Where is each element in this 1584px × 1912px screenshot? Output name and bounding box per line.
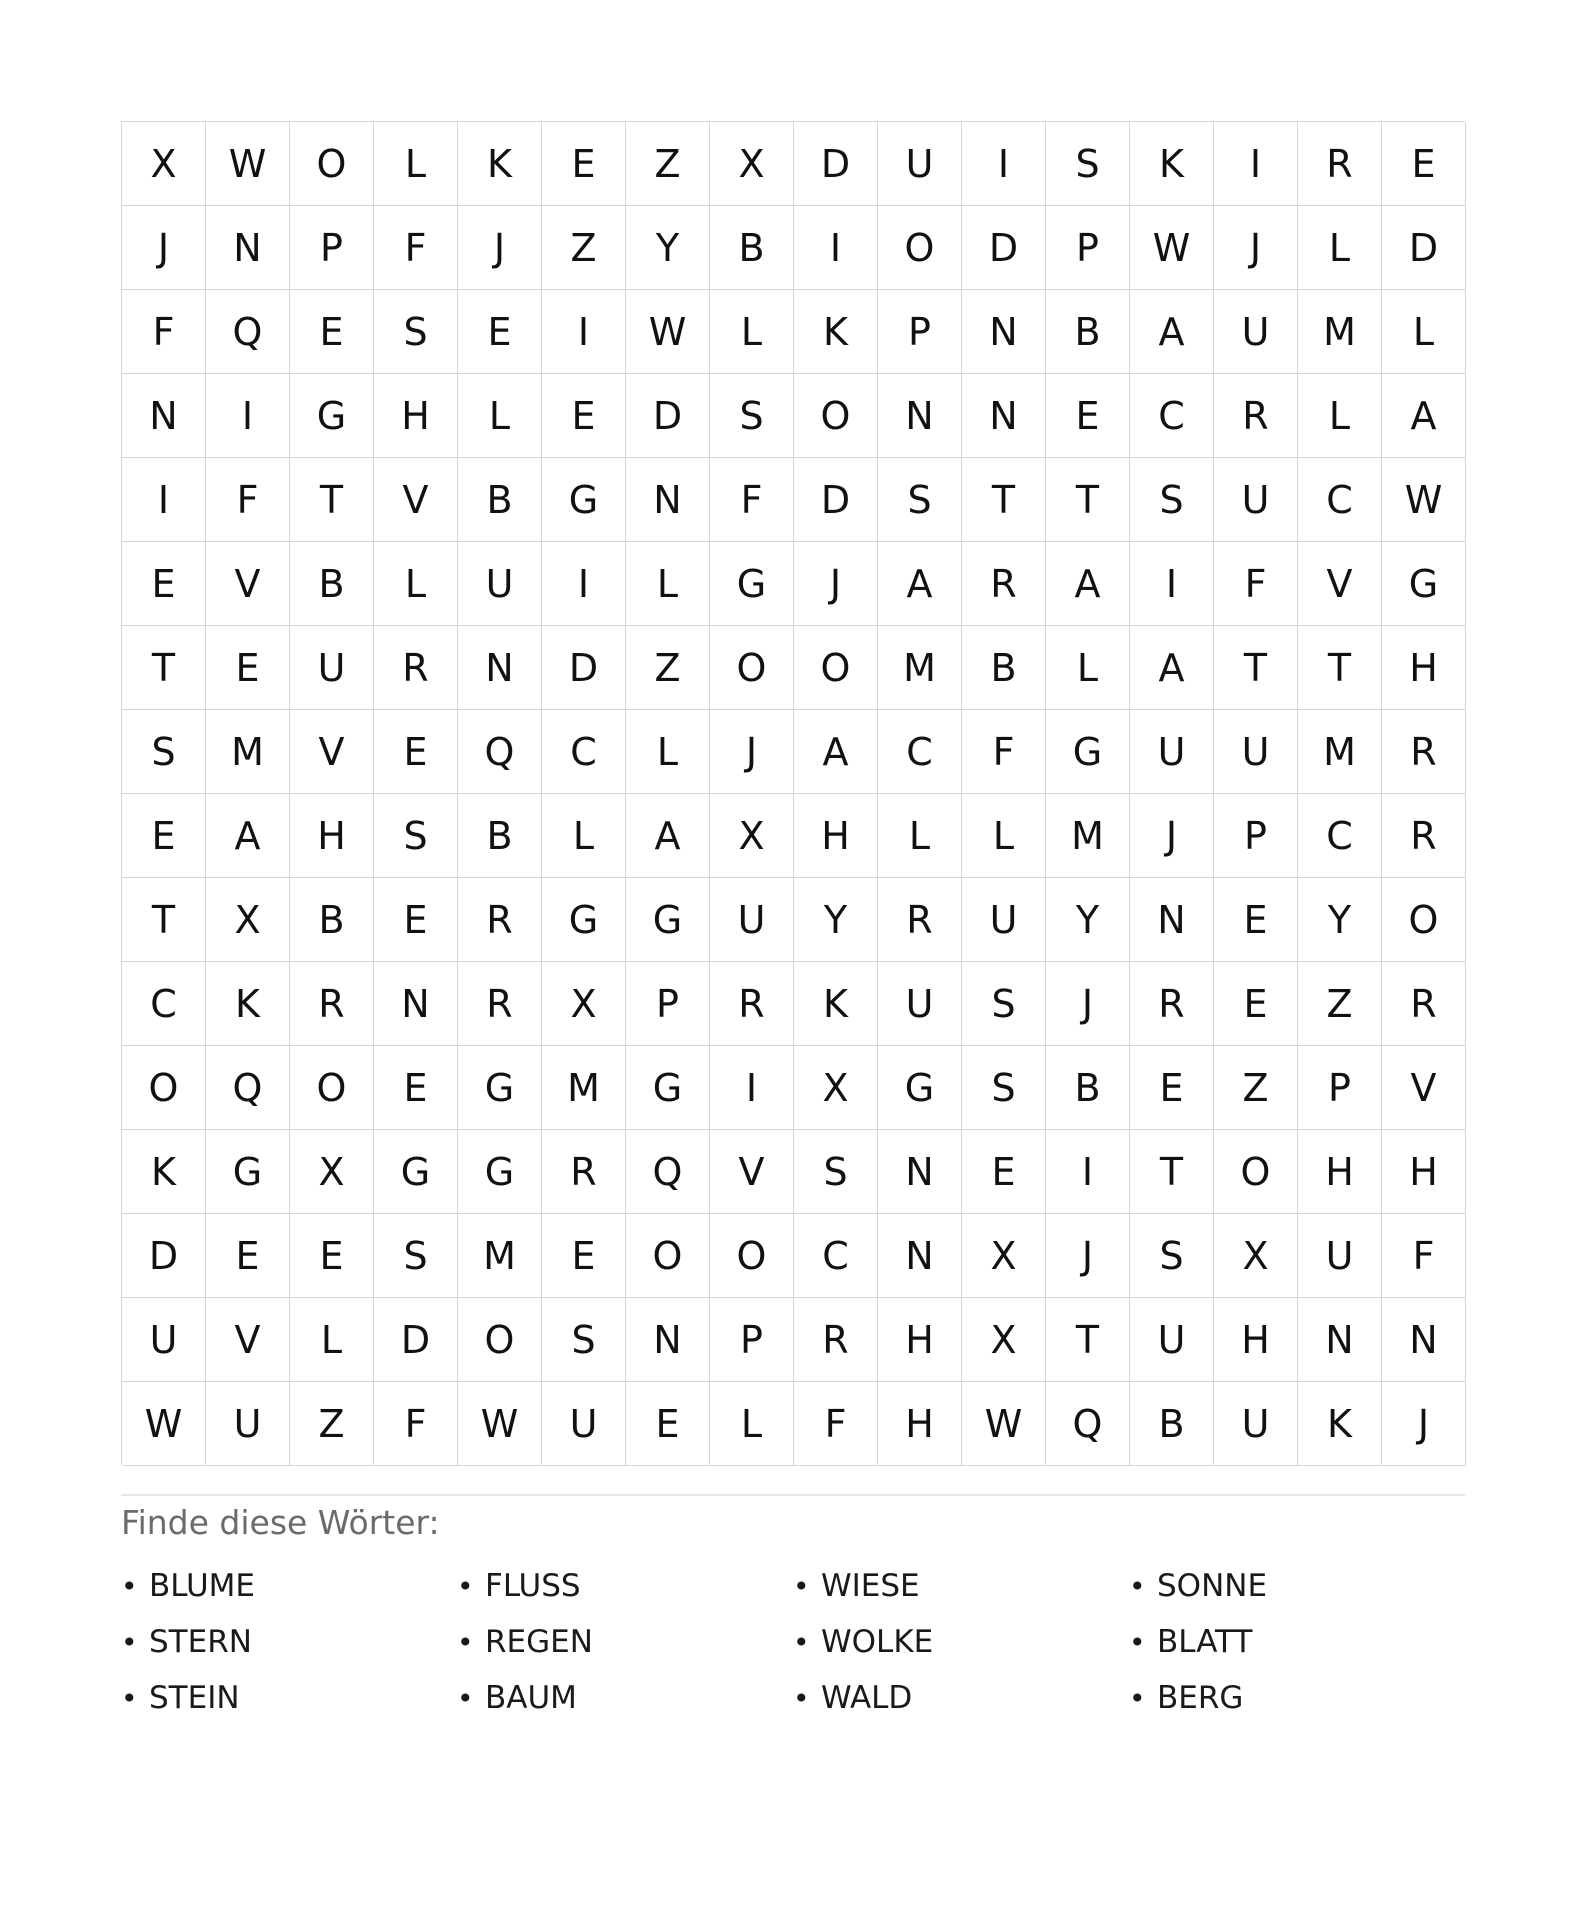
grid-cell[interactable]: X [290,1130,374,1214]
grid-cell[interactable]: E [458,290,542,374]
grid-cell[interactable]: V [710,1130,794,1214]
grid-cell[interactable]: I [122,458,206,542]
bullet-icon: • [121,1625,138,1659]
grid-cell[interactable]: I [962,122,1046,206]
grid-cell[interactable]: D [794,122,878,206]
grid-cell[interactable]: G [878,1046,962,1130]
grid-cell[interactable]: F [962,710,1046,794]
grid-cell[interactable]: O [122,1046,206,1130]
grid-cell[interactable]: Y [1046,878,1130,962]
grid-cell[interactable]: O [794,626,878,710]
grid-cell[interactable]: Y [794,878,878,962]
grid-cell[interactable]: E [374,878,458,962]
grid-cell[interactable]: U [710,878,794,962]
grid-cell[interactable]: O [290,122,374,206]
grid-cell[interactable]: E [1214,878,1298,962]
grid-cell[interactable]: B [458,458,542,542]
grid-cell[interactable]: M [542,1046,626,1130]
grid-cell[interactable]: U [542,1382,626,1466]
grid-cell[interactable]: I [1214,122,1298,206]
bullet-icon: • [457,1681,474,1715]
grid-cell[interactable]: A [878,542,962,626]
grid-cell[interactable]: N [962,290,1046,374]
grid-cell[interactable]: K [1298,1382,1382,1466]
grid-cell[interactable]: N [878,374,962,458]
grid-cell[interactable]: T [962,458,1046,542]
word-label: BLUME [149,1568,256,1604]
grid-cell[interactable]: K [1130,122,1214,206]
grid-cell[interactable]: B [1046,1046,1130,1130]
grid-cell[interactable]: E [1382,122,1466,206]
grid-cell[interactable]: U [962,878,1046,962]
grid-cell[interactable]: S [374,1214,458,1298]
bullet-icon: • [793,1681,810,1715]
grid-cell[interactable]: I [1130,542,1214,626]
grid-cell[interactable]: W [122,1382,206,1466]
grid-cell[interactable]: Z [290,1382,374,1466]
grid-cell[interactable]: R [710,962,794,1046]
grid-cell[interactable]: N [1130,878,1214,962]
grid-cell[interactable]: W [1382,458,1466,542]
grid-cell[interactable]: C [1298,794,1382,878]
grid-cell[interactable]: S [878,458,962,542]
grid-cell[interactable]: W [962,1382,1046,1466]
grid-cell[interactable]: D [122,1214,206,1298]
grid-cell[interactable]: B [1046,290,1130,374]
grid-cell[interactable]: A [1130,290,1214,374]
bullet-icon: • [1129,1681,1146,1715]
grid-cell[interactable]: E [290,290,374,374]
letter-grid [121,121,1465,1465]
grid-cell[interactable]: G [1046,710,1130,794]
grid-cell[interactable]: N [1298,1298,1382,1382]
word-list-item [121,1618,457,1666]
grid-cell[interactable]: O [626,1214,710,1298]
grid-cell[interactable]: T [1046,458,1130,542]
grid-cell[interactable]: C [122,962,206,1046]
grid-cell[interactable]: U [458,542,542,626]
grid-cell[interactable]: E [542,122,626,206]
grid-cell[interactable]: I [1046,1130,1130,1214]
grid-cell[interactable]: I [710,1046,794,1130]
grid-cell[interactable]: U [1214,458,1298,542]
grid-cell[interactable]: U [1130,1298,1214,1382]
grid-cell[interactable]: X [1214,1214,1298,1298]
grid-cell[interactable]: M [1046,794,1130,878]
grid-cell[interactable]: C [1130,374,1214,458]
grid-cell[interactable]: L [290,1298,374,1382]
grid-cell[interactable]: G [290,374,374,458]
grid-cell[interactable]: K [794,962,878,1046]
grid-cell[interactable]: V [374,458,458,542]
grid-cell[interactable]: H [1382,1130,1466,1214]
bullet-icon: • [1129,1569,1146,1603]
grid-cell[interactable]: Q [206,1046,290,1130]
grid-cell[interactable]: E [122,794,206,878]
grid-cell[interactable]: P [710,1298,794,1382]
grid-cell[interactable]: L [1298,374,1382,458]
grid-cell[interactable]: I [542,290,626,374]
grid-cell[interactable]: P [878,290,962,374]
grid-cell[interactable]: C [794,1214,878,1298]
grid-cell[interactable]: K [458,122,542,206]
grid-cell[interactable]: F [1214,542,1298,626]
word-list-item [1129,1674,1465,1722]
grid-cell[interactable]: V [206,1298,290,1382]
grid-cell[interactable]: J [794,542,878,626]
grid-cell[interactable]: R [1382,710,1466,794]
grid-cell[interactable]: Z [626,626,710,710]
grid-cell[interactable]: L [1298,206,1382,290]
grid-cell[interactable]: R [374,626,458,710]
grid-cell[interactable]: R [1382,794,1466,878]
grid-cell[interactable]: L [626,710,710,794]
grid-cell[interactable]: D [962,206,1046,290]
grid-cell[interactable]: Z [542,206,626,290]
grid-cell[interactable]: G [374,1130,458,1214]
grid-cell[interactable]: P [1046,206,1130,290]
grid-cell[interactable]: N [206,206,290,290]
grid-cell[interactable]: E [962,1130,1046,1214]
grid-cell[interactable]: J [122,206,206,290]
grid-cell[interactable]: H [1214,1298,1298,1382]
grid-cell[interactable]: L [710,290,794,374]
grid-cell[interactable]: W [626,290,710,374]
grid-cell[interactable]: G [542,878,626,962]
grid-cell[interactable]: D [374,1298,458,1382]
grid-cell[interactable]: A [794,710,878,794]
word-list-item [457,1562,793,1610]
grid-cell[interactable]: L [878,794,962,878]
word-label: WALD [821,1680,913,1716]
word-list-item [793,1674,1129,1722]
grid-cell[interactable]: R [1214,374,1298,458]
grid-cell[interactable]: L [374,122,458,206]
grid-cell[interactable]: N [1382,1298,1466,1382]
grid-cell[interactable]: L [1382,290,1466,374]
grid-cell[interactable]: J [1382,1382,1466,1466]
grid-cell[interactable]: S [374,794,458,878]
grid-cell[interactable]: N [878,1214,962,1298]
grid-cell[interactable]: S [794,1130,878,1214]
divider [121,1494,1465,1496]
grid-cell[interactable]: I [542,542,626,626]
word-list-heading: Finde diese Wörter: [121,1503,440,1542]
grid-cell[interactable]: G [1382,542,1466,626]
word-label: FLUSS [485,1568,581,1604]
grid-cell[interactable]: U [878,122,962,206]
word-label: WOLKE [821,1624,934,1660]
grid-cell[interactable]: E [626,1382,710,1466]
word-label: STEIN [149,1680,240,1716]
grid-cell[interactable]: X [962,1214,1046,1298]
grid-cell[interactable]: U [878,962,962,1046]
grid-cell[interactable]: S [710,374,794,458]
grid-cell[interactable]: J [1130,794,1214,878]
grid-cell[interactable]: O [710,1214,794,1298]
grid-cell[interactable]: H [794,794,878,878]
grid-cell[interactable]: C [878,710,962,794]
grid-cell[interactable]: V [1298,542,1382,626]
grid-cell[interactable]: S [1046,122,1130,206]
word-label: BERG [1157,1680,1244,1716]
grid-cell[interactable]: T [290,458,374,542]
bullet-icon: • [121,1681,138,1715]
grid-cell[interactable]: U [1298,1214,1382,1298]
grid-cell[interactable]: B [458,794,542,878]
grid-cell[interactable]: J [458,206,542,290]
word-list-item [121,1562,457,1610]
word-label: REGEN [485,1624,593,1660]
bullet-icon: • [793,1569,810,1603]
grid-cell[interactable]: J [1046,1214,1130,1298]
grid-cell[interactable]: D [794,458,878,542]
grid-cell[interactable]: E [206,626,290,710]
grid-cell[interactable]: B [1130,1382,1214,1466]
grid-cell[interactable]: T [1130,1130,1214,1214]
grid-cell[interactable]: O [458,1298,542,1382]
grid-cell[interactable]: X [206,878,290,962]
grid-cell[interactable]: L [458,374,542,458]
grid-cell[interactable]: L [710,1382,794,1466]
grid-cell[interactable]: D [626,374,710,458]
grid-cell[interactable]: J [1214,206,1298,290]
grid-cell[interactable]: O [1382,878,1466,962]
grid-cell[interactable]: G [206,1130,290,1214]
grid-cell[interactable]: E [206,1214,290,1298]
grid-cell[interactable]: N [626,1298,710,1382]
grid-cell[interactable]: B [290,878,374,962]
grid-cell[interactable]: H [374,374,458,458]
grid-cell[interactable]: N [878,1130,962,1214]
grid-cell[interactable]: C [1298,458,1382,542]
grid-cell[interactable]: K [794,290,878,374]
grid-cell[interactable]: E [374,1046,458,1130]
grid-cell[interactable]: F [206,458,290,542]
grid-cell[interactable]: F [374,1382,458,1466]
grid-cell[interactable]: L [374,542,458,626]
grid-cell[interactable]: J [710,710,794,794]
grid-cell[interactable]: L [1046,626,1130,710]
grid-cell[interactable]: U [206,1382,290,1466]
grid-cell[interactable]: S [1130,458,1214,542]
grid-cell[interactable]: O [290,1046,374,1130]
grid-cell[interactable]: U [1130,710,1214,794]
grid-cell[interactable]: P [290,206,374,290]
bullet-icon: • [1129,1625,1146,1659]
word-list [121,1562,1465,1730]
grid-cell[interactable]: E [290,1214,374,1298]
grid-cell[interactable]: X [710,794,794,878]
grid-cell[interactable]: U [290,626,374,710]
grid-cell[interactable]: N [458,626,542,710]
grid-cell[interactable]: T [1298,626,1382,710]
grid-cell[interactable]: Q [626,1130,710,1214]
grid-cell[interactable]: G [710,542,794,626]
grid-cell[interactable]: L [962,794,1046,878]
grid-cell[interactable]: H [290,794,374,878]
grid-cell[interactable]: I [794,206,878,290]
grid-cell[interactable]: V [290,710,374,794]
grid-cell[interactable]: B [710,206,794,290]
grid-cell[interactable]: I [206,374,290,458]
grid-cell[interactable]: L [626,542,710,626]
grid-cell[interactable]: X [794,1046,878,1130]
grid-cell[interactable]: P [626,962,710,1046]
grid-cell[interactable]: D [1382,206,1466,290]
word-list-item [457,1674,793,1722]
grid-cell[interactable]: B [290,542,374,626]
grid-cell[interactable]: E [1130,1046,1214,1130]
grid-cell[interactable]: T [122,626,206,710]
grid-cell[interactable]: T [1046,1298,1130,1382]
grid-cell[interactable]: A [1130,626,1214,710]
grid-cell[interactable]: E [542,1214,626,1298]
grid-cell[interactable]: D [542,626,626,710]
grid-cell[interactable]: F [794,1382,878,1466]
grid-cell[interactable]: K [122,1130,206,1214]
grid-cell[interactable]: G [626,878,710,962]
word-list-item [1129,1618,1465,1666]
grid-cell[interactable]: G [458,1130,542,1214]
grid-cell[interactable]: A [1382,374,1466,458]
grid-cell[interactable]: P [1298,1046,1382,1130]
grid-cell[interactable]: E [542,374,626,458]
grid-cell[interactable]: S [962,962,1046,1046]
grid-cell[interactable]: Z [626,122,710,206]
grid-cell[interactable]: Y [1298,878,1382,962]
grid-cell[interactable]: B [962,626,1046,710]
word-list-item [1129,1562,1465,1610]
grid-cell[interactable]: H [1298,1130,1382,1214]
grid-cell[interactable]: F [1382,1214,1466,1298]
grid-cell[interactable]: W [1130,206,1214,290]
grid-cell[interactable]: S [122,710,206,794]
grid-cell[interactable]: A [1046,542,1130,626]
grid-cell[interactable]: H [878,1298,962,1382]
grid-cell[interactable]: Q [1046,1382,1130,1466]
grid-cell[interactable]: C [542,710,626,794]
grid-cell[interactable]: R [1298,122,1382,206]
grid-cell[interactable]: R [1382,962,1466,1046]
grid-cell[interactable]: W [206,122,290,206]
grid-cell[interactable]: E [1214,962,1298,1046]
grid-cell[interactable]: V [1382,1046,1466,1130]
grid-cell[interactable]: N [626,458,710,542]
grid-cell[interactable]: U [1214,290,1298,374]
grid-cell[interactable]: X [122,122,206,206]
bullet-icon: • [793,1625,810,1659]
grid-cell[interactable]: N [962,374,1046,458]
grid-cell[interactable]: Z [1214,1046,1298,1130]
grid-cell[interactable]: O [878,206,962,290]
grid-cell[interactable]: J [1046,962,1130,1046]
grid-cell[interactable]: X [962,1298,1046,1382]
grid-cell[interactable]: Q [458,710,542,794]
word-list-item [793,1562,1129,1610]
bullet-icon: • [457,1569,474,1603]
grid-cell[interactable]: G [626,1046,710,1130]
grid-cell[interactable]: E [1046,374,1130,458]
bullet-icon: • [457,1625,474,1659]
grid-cell[interactable]: R [1130,962,1214,1046]
grid-cell[interactable]: K [206,962,290,1046]
grid-cell[interactable]: G [458,1046,542,1130]
word-list-item [121,1674,457,1722]
grid-cell[interactable]: S [962,1046,1046,1130]
grid-cell[interactable]: T [122,878,206,962]
grid-cell[interactable]: A [206,794,290,878]
grid-cell[interactable]: V [206,542,290,626]
grid-cell[interactable]: A [626,794,710,878]
grid-cell[interactable]: W [458,1382,542,1466]
bullet-icon: • [121,1569,138,1603]
grid-cell[interactable]: O [710,626,794,710]
word-label: BAUM [485,1680,577,1716]
grid-cell[interactable]: M [1298,710,1382,794]
grid-cell[interactable]: U [1214,710,1298,794]
grid-cell[interactable]: R [878,878,962,962]
grid-cell[interactable]: U [1214,1382,1298,1466]
word-list-item [793,1618,1129,1666]
word-label: SONNE [1157,1568,1268,1604]
grid-cell[interactable]: F [122,290,206,374]
grid-cell[interactable]: R [542,1130,626,1214]
word-label: WIESE [821,1568,920,1604]
grid-cell[interactable]: U [122,1298,206,1382]
grid-cell[interactable]: G [542,458,626,542]
grid-cell[interactable]: Z [1298,962,1382,1046]
grid-cell[interactable]: R [458,878,542,962]
word-label: BLATT [1157,1624,1253,1660]
word-label: STERN [149,1624,252,1660]
grid-cell[interactable]: M [1298,290,1382,374]
grid-cell[interactable]: O [794,374,878,458]
grid-cell[interactable]: H [878,1382,962,1466]
grid-cell[interactable]: R [458,962,542,1046]
grid-cell[interactable]: E [122,542,206,626]
grid-cell[interactable]: M [878,626,962,710]
grid-cell[interactable]: T [1214,626,1298,710]
grid-cell[interactable]: X [542,962,626,1046]
grid-cell[interactable]: M [206,710,290,794]
grid-cell[interactable]: H [1382,626,1466,710]
grid-cell[interactable]: M [458,1214,542,1298]
grid-cell[interactable]: L [542,794,626,878]
grid-cell[interactable]: P [1214,794,1298,878]
grid-cell[interactable]: R [290,962,374,1046]
grid-cell[interactable]: N [122,374,206,458]
grid-cell[interactable]: R [962,542,1046,626]
grid-cell[interactable]: N [374,962,458,1046]
grid-cell[interactable]: R [794,1298,878,1382]
grid-cell[interactable]: S [542,1298,626,1382]
grid-cell[interactable]: Y [626,206,710,290]
grid-cell[interactable]: S [1130,1214,1214,1298]
grid-cell[interactable]: E [374,710,458,794]
grid-cell[interactable]: S [374,290,458,374]
grid-cell[interactable]: O [1214,1130,1298,1214]
grid-cell[interactable]: X [710,122,794,206]
grid-cell[interactable]: Q [206,290,290,374]
grid-cell[interactable]: F [710,458,794,542]
word-list-item [457,1618,793,1666]
grid-cell[interactable]: F [374,206,458,290]
